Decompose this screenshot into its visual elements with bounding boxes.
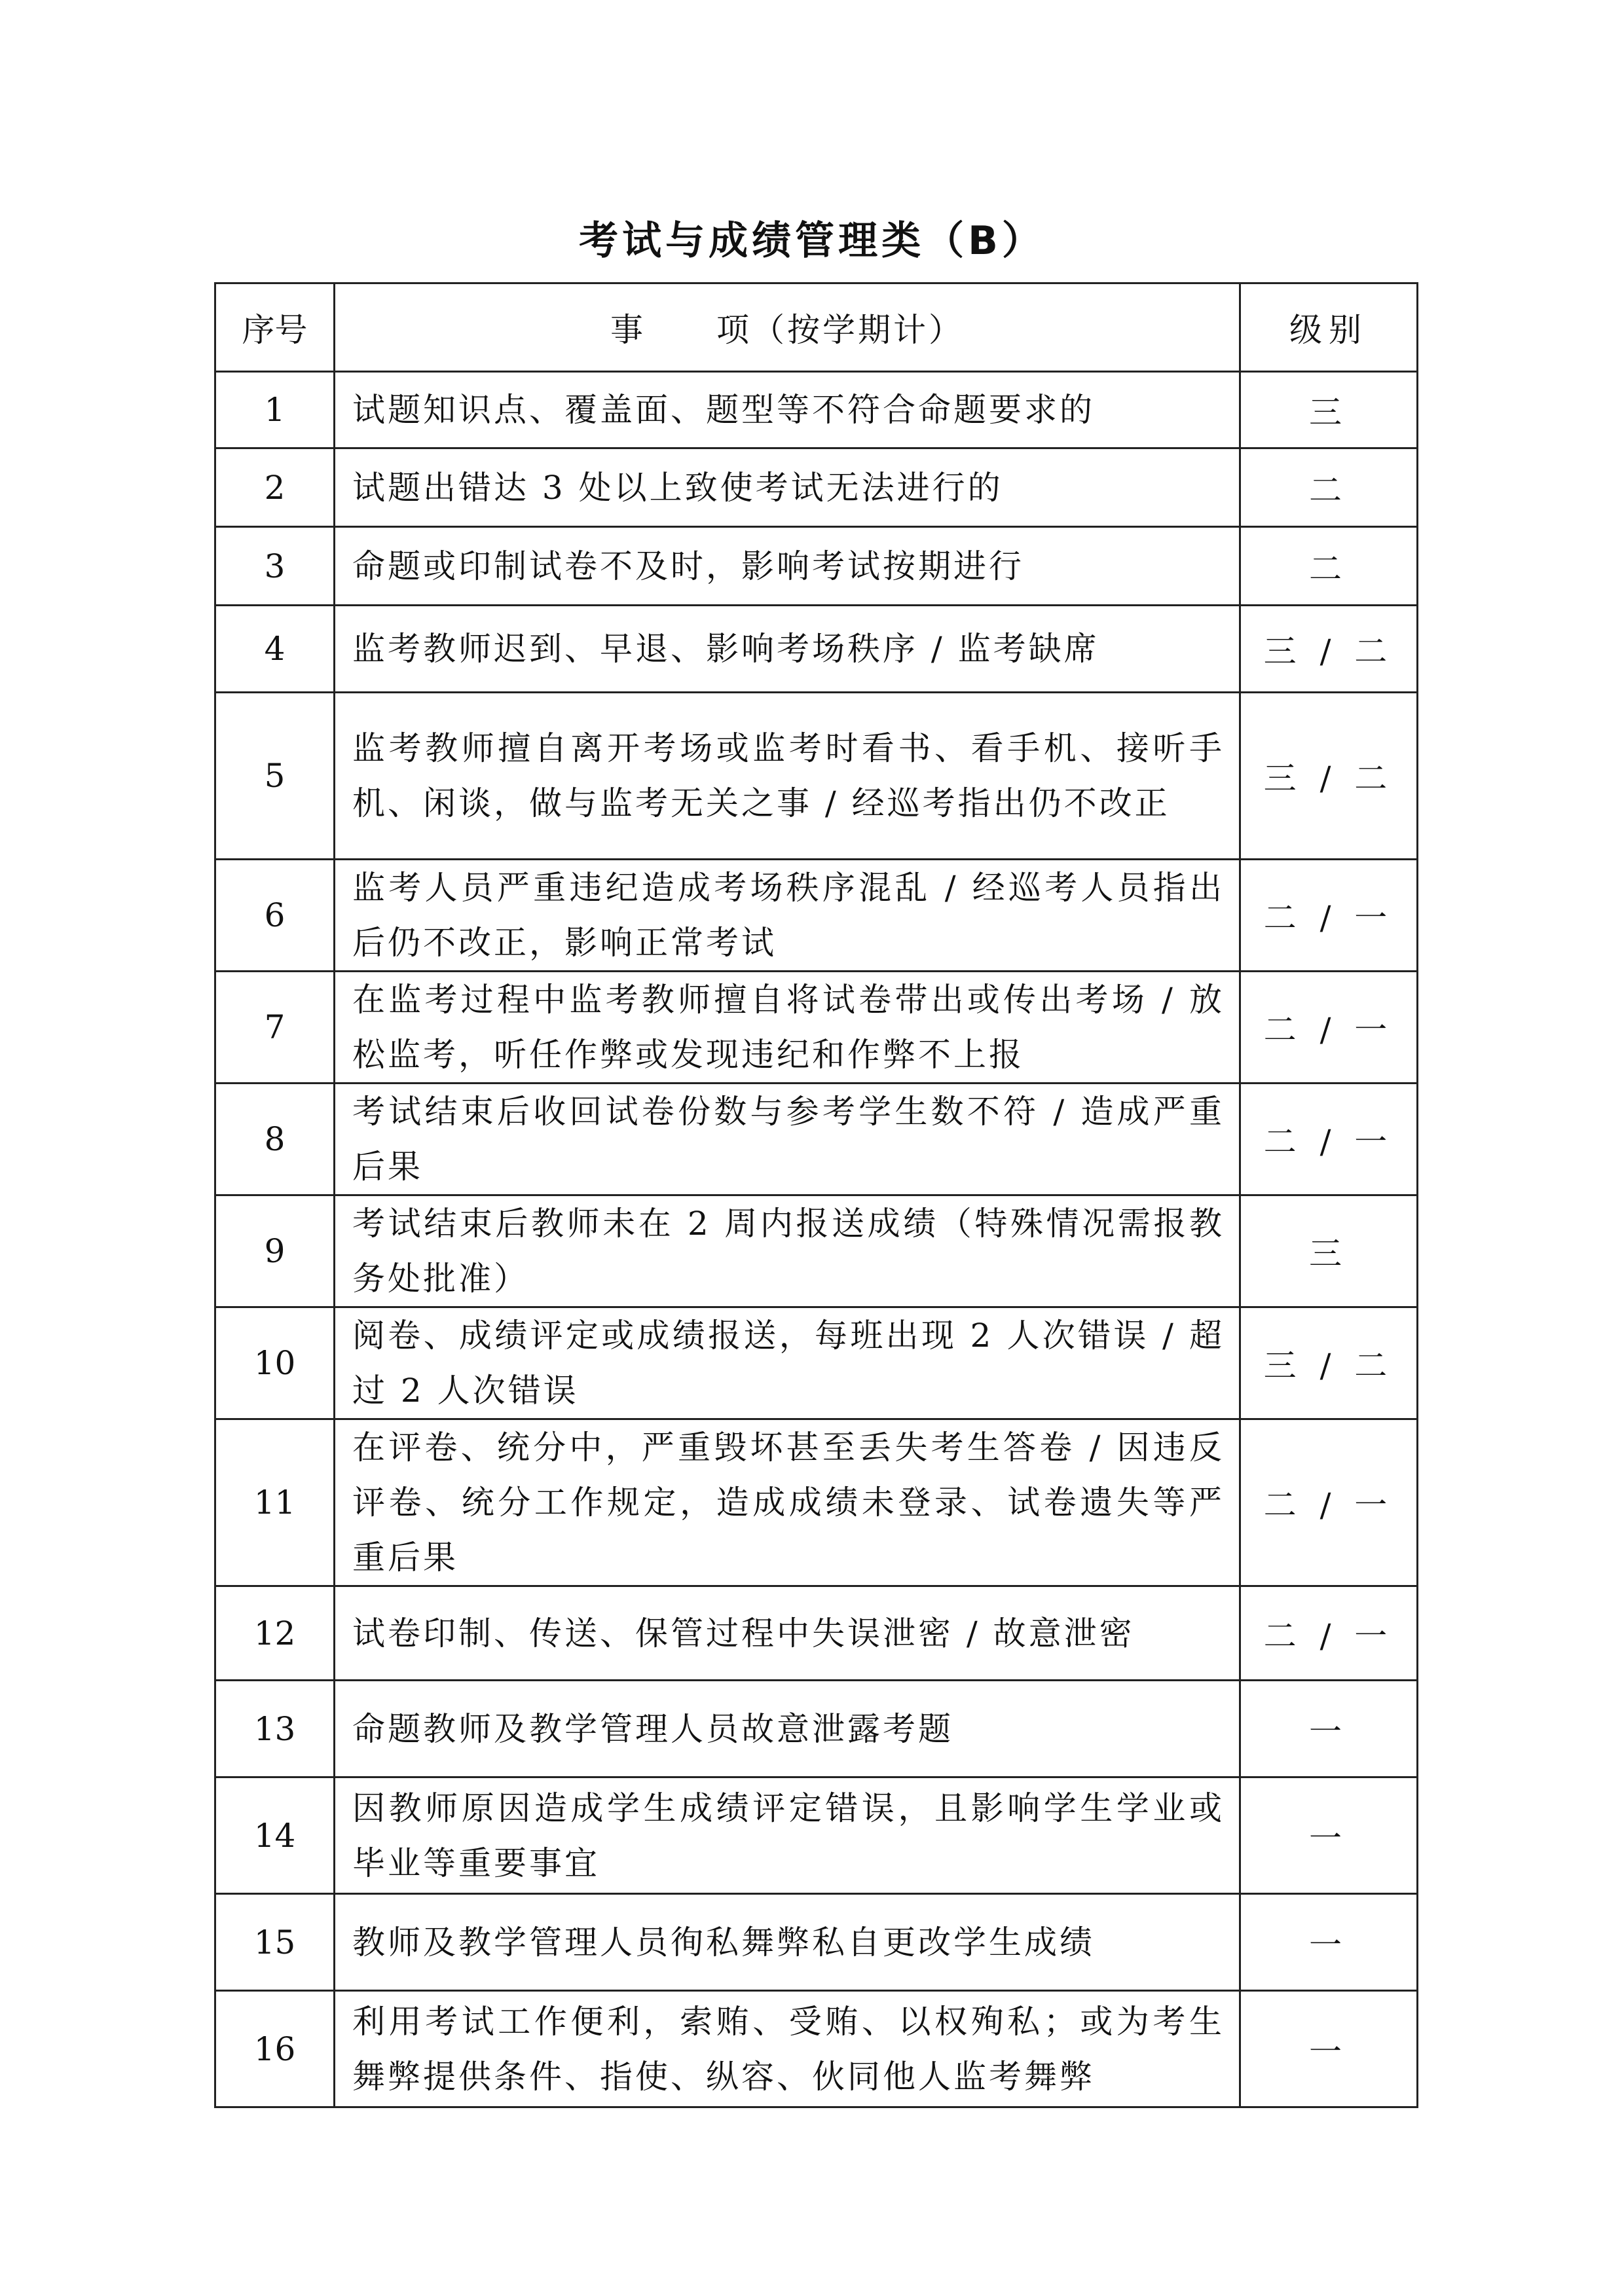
row-level: 三 / 二 [1240, 606, 1418, 693]
table-row [215, 1195, 1418, 1307]
row-item: 在监考过程中监考教师擅自将试卷带出或传出考场 / 放松监考，听任作弊或发现违纪和作弊不上报 [335, 972, 1240, 1084]
row-item: 监考人员严重违纪造成考场秩序混乱 / 经巡考人员指出后仍不改正，影响正常考试 [335, 860, 1240, 972]
row-number: 4 [215, 606, 335, 693]
row-number: 14 [215, 1777, 335, 1894]
table-row [215, 1777, 1418, 1894]
row-item: 试题知识点、覆盖面、题型等不符合命题要求的 [335, 372, 1240, 448]
row-number: 1 [215, 372, 335, 448]
table-row [215, 448, 1418, 527]
header-level: 级别 [1240, 283, 1418, 372]
row-level: 二 / 一 [1240, 972, 1418, 1084]
table-row [215, 972, 1418, 1084]
header-item: 事 项（按学期计） [335, 283, 1240, 372]
row-item: 教师及教学管理人员徇私舞弊私自更改学生成绩 [335, 1894, 1240, 1991]
table-body [215, 372, 1418, 2107]
row-level: 二 / 一 [1240, 1419, 1418, 1586]
row-number: 6 [215, 860, 335, 972]
row-item: 试题出错达 3 处以上致使考试无法进行的 [335, 448, 1240, 527]
row-level: 一 [1240, 1894, 1418, 1991]
row-level: 一 [1240, 1991, 1418, 2107]
table-row [215, 1586, 1418, 1681]
row-number: 3 [215, 527, 335, 606]
table-row [215, 1894, 1418, 1991]
row-item: 监考教师迟到、早退、影响考场秩序 / 监考缺席 [335, 606, 1240, 693]
table-row [215, 372, 1418, 448]
table-row [215, 1084, 1418, 1195]
row-number: 16 [215, 1991, 335, 2107]
row-level: 二 / 一 [1240, 1084, 1418, 1195]
table-row [215, 1307, 1418, 1419]
page-title: 考试与成绩管理类（B） [579, 218, 1045, 264]
row-item: 阅卷、成绩评定或成绩报送，每班出现 2 人次错误 / 超过 2 人次错误 [335, 1307, 1240, 1419]
row-level: 二 / 一 [1240, 860, 1418, 972]
row-item: 考试结束后收回试卷份数与参考学生数不符 / 造成严重后果 [335, 1084, 1240, 1195]
table-row [215, 1681, 1418, 1777]
row-number: 12 [215, 1586, 335, 1681]
row-level: 三 [1240, 1195, 1418, 1307]
row-level: 二 [1240, 448, 1418, 527]
row-level: 三 / 二 [1240, 693, 1418, 860]
row-item: 试卷印制、传送、保管过程中失误泄密 / 故意泄密 [335, 1586, 1240, 1681]
row-number: 7 [215, 972, 335, 1084]
row-level: 三 / 二 [1240, 1307, 1418, 1419]
row-level: 三 [1240, 372, 1418, 448]
row-number: 10 [215, 1307, 335, 1419]
row-item: 命题教师及教学管理人员故意泄露考题 [335, 1681, 1240, 1777]
row-number: 11 [215, 1419, 335, 1586]
rules-table [214, 282, 1418, 2108]
table-row [215, 527, 1418, 606]
table-row [215, 1991, 1418, 2107]
table-header-row [215, 283, 1418, 372]
table-row [215, 860, 1418, 972]
row-number: 8 [215, 1084, 335, 1195]
table-row [215, 1419, 1418, 1586]
row-number: 13 [215, 1681, 335, 1777]
row-level: 一 [1240, 1681, 1418, 1777]
header-number: 序号 [215, 283, 335, 372]
row-level: 二 / 一 [1240, 1586, 1418, 1681]
row-item: 监考教师擅自离开考场或监考时看书、看手机、接听手机、闲谈，做与监考无关之事 / 经巡考指出仍不改正 [335, 693, 1240, 860]
table-row [215, 693, 1418, 860]
row-level: 二 [1240, 527, 1418, 606]
row-item: 因教师原因造成学生成绩评定错误，且影响学生学业或毕业等重要事宜 [335, 1777, 1240, 1894]
row-item: 命题或印制试卷不及时，影响考试按期进行 [335, 527, 1240, 606]
row-number: 15 [215, 1894, 335, 1991]
row-item: 在评卷、统分中，严重毁坏甚至丢失考生答卷 / 因违反评卷、统分工作规定，造成成绩未登录、试卷遗失等严重后果 [335, 1419, 1240, 1586]
row-number: 5 [215, 693, 335, 860]
row-number: 9 [215, 1195, 335, 1307]
row-item: 考试结束后教师未在 2 周内报送成绩（特殊情况需报教务处批准） [335, 1195, 1240, 1307]
row-number: 2 [215, 448, 335, 527]
row-level: 一 [1240, 1777, 1418, 1894]
row-item: 利用考试工作便利，索贿、受贿、以权殉私；或为考生舞弊提供条件、指使、纵容、伙同他人监考舞弊 [335, 1991, 1240, 2107]
table-row [215, 606, 1418, 693]
